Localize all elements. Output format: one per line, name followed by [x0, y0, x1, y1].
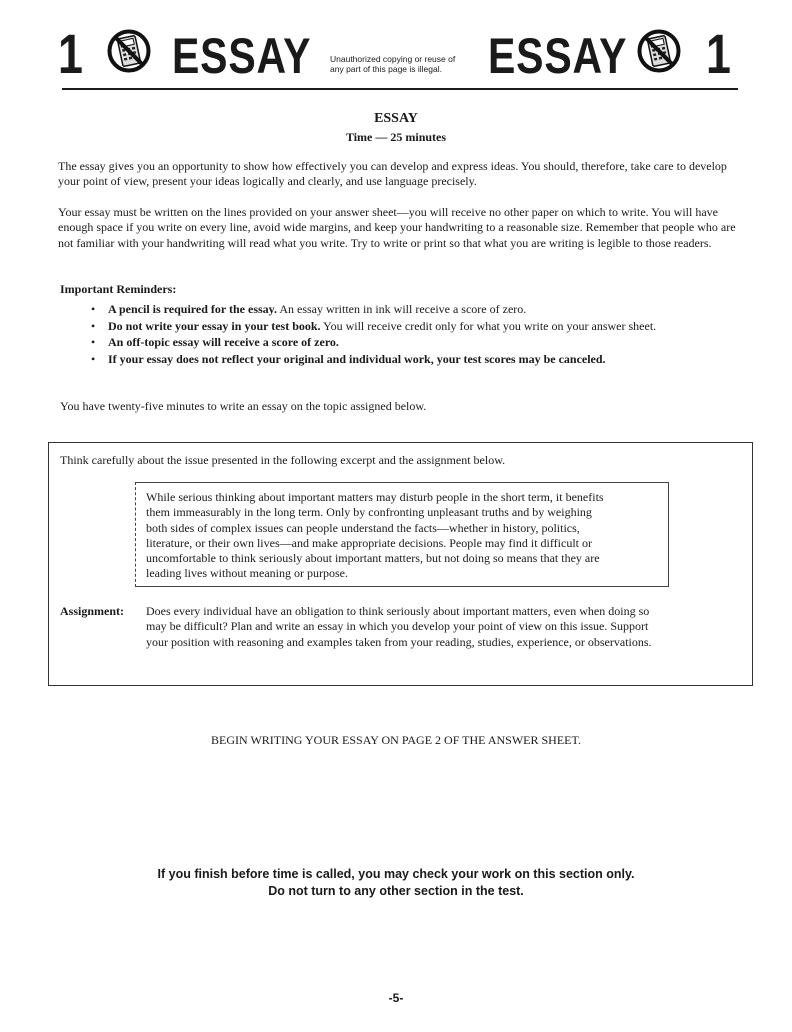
assignment-text	[146, 604, 652, 650]
notice-line-2: any part of this page is illegal.	[330, 64, 442, 74]
reminder-bold: If your essay does not reflect your original and individual work, your test scores may be canceled.	[108, 351, 606, 366]
excerpt-line: them immeasurably in the long term. Only by confronting unpleasant truths and by weighing	[146, 505, 592, 520]
bullet-icon: •	[91, 318, 96, 333]
reminder-bold: Do not write your essay in your test book.	[108, 318, 321, 333]
assignment-line: your position with reasoning and examples taken from your reading, studies, experience, or observations.	[146, 634, 652, 649]
assignment-label: Assignment:	[60, 604, 125, 618]
bullet-icon: •	[91, 335, 96, 349]
excerpt-line: both sides of complex issues can people understand the facts—whether in history, politics,	[146, 520, 580, 535]
begin-writing-note: BEGIN WRITING YOUR ESSAY ON PAGE 2 OF THE ANSWER SHEET.	[211, 733, 581, 747]
no-calculator-icon	[636, 28, 682, 74]
reminder-rest: An essay written in ink will receive a score of zero.	[277, 302, 527, 316]
page-number: -5-	[388, 991, 404, 1005]
finish-note-line-2: Do not turn to any other section in the test.	[268, 884, 524, 898]
no-calculator-icon	[106, 28, 152, 74]
bullet-icon: •	[91, 351, 96, 366]
excerpt-line: literature, or their own lives—and make appropriate decisions. People may find it difficult or	[146, 535, 592, 550]
reminder-rest: You will receive credit only for what you write on your answer sheet.	[320, 318, 657, 333]
intro-paragraph-2: Your essay must be written on the lines provided on your answer sheet—you will receive no other paper on which to write. You will have enough space if you write on every line, avoid wide margins, and keep your handwriting to a reasonable size. Remember that people who are not familiar with your handwriting will read what you write. Try to write or print so that what you are writing is legible to those readers.	[58, 205, 736, 250]
section-label-left: ESSAY	[172, 28, 312, 84]
reminders-heading: Important Reminders:	[60, 282, 177, 296]
reminder-item	[88, 319, 728, 335]
section-label-right: ESSAY	[488, 28, 628, 84]
time-note: You have twenty-five minutes to write an essay on the topic assigned below.	[60, 399, 427, 413]
prompt-instruction: Think carefully about the issue presented in the following excerpt and the assignment below.	[60, 453, 506, 467]
notice-line-1: Unauthorized copying or reuse of	[330, 54, 456, 64]
reminder-item	[88, 302, 728, 318]
reminder-item	[88, 352, 728, 368]
copyright-notice	[330, 54, 455, 74]
time-limit: Time — 25 minutes	[345, 130, 447, 144]
reminders-list	[88, 302, 728, 368]
section-number-left: 1	[58, 22, 83, 85]
bullet-icon: •	[91, 302, 96, 316]
excerpt-text	[146, 490, 604, 582]
reminder-bold: A pencil is required for the essay.	[108, 302, 278, 316]
section-number-right: 1	[706, 22, 731, 85]
finish-note-line-1: If you finish before time is called, you may check your work on this section only.	[157, 867, 635, 881]
header-rule	[62, 88, 738, 90]
excerpt-line: leading lives without meaning or purpose.	[146, 566, 348, 581]
excerpt-line: While serious thinking about important matters may disturb people in the short term, it benefits	[146, 490, 604, 504]
reminder-item	[88, 335, 728, 351]
assignment-line: may be difficult? Plan and write an essay in which you develop your point of view on this issue. Support	[146, 619, 649, 634]
excerpt-line: uncomfortable to think seriously about important matters, but not doing so means that they are	[146, 551, 600, 566]
assignment-line: Does every individual have an obligation to think seriously about important matters, even when doing so	[146, 604, 650, 618]
page-title: ESSAY	[374, 111, 418, 126]
intro-paragraph-1: The essay gives you an opportunity to show how effectively you can develop and express ideas. You should, therefore, take care to develop your point of view, present your ideas logically and clearly, and use language precisely.	[58, 159, 727, 189]
reminder-bold: An off-topic essay will receive a score of zero.	[108, 335, 339, 349]
